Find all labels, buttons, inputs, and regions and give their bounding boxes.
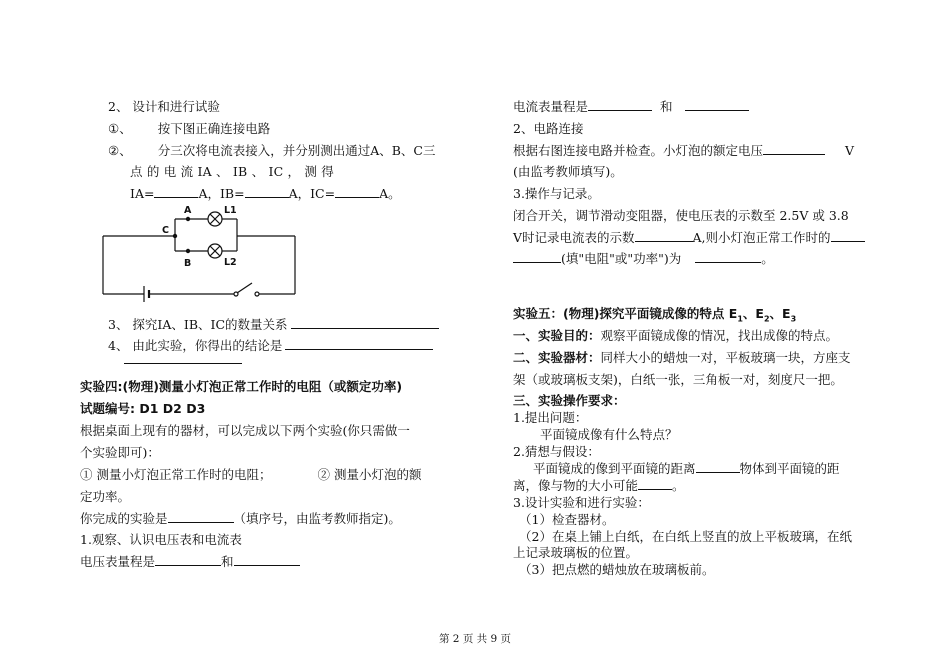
- experiment-4-code: 试题编号: D1 D2 D3: [80, 401, 206, 416]
- relation-blank[interactable]: [291, 317, 439, 329]
- label-l1: L1: [224, 205, 237, 216]
- current-reading-blank[interactable]: [635, 230, 693, 242]
- experiment-5-title-text: 实验五：(物理)探究平面镜成像的特点 E: [513, 306, 738, 321]
- purpose-label: 一、实验目的：: [513, 328, 601, 343]
- hypothesis-size-end: 。: [672, 478, 685, 493]
- quantity-blank-b[interactable]: [513, 251, 561, 263]
- voltmeter-range-label: 电压表量程是: [80, 554, 156, 569]
- point-b: [186, 249, 190, 253]
- experiment-purpose: [513, 328, 838, 344]
- operation-line-2: [513, 230, 865, 246]
- option-1: ① 测量小灯泡正常工作时的电阻；: [80, 467, 272, 482]
- ammeter-range-and: 和: [660, 99, 673, 114]
- experiment-choice-blank[interactable]: [168, 511, 234, 523]
- experiment-4-title: 实验四:(物理)测量小灯泡正常工作时的电阻（或额定功率): [80, 379, 403, 394]
- experiment-choice-hint: （填序号，由监考教师指定)。: [233, 511, 401, 526]
- operation-requirements-title: 三、实验操作要求：: [513, 393, 626, 408]
- conclusion-blank-2[interactable]: [124, 352, 242, 364]
- junction-c: [173, 234, 177, 238]
- rated-voltage-label: 根据右图连接电路并检查。小灯泡的额定电压: [513, 143, 764, 158]
- section-4-text: 4、 由此实验，你得出的结论是: [108, 338, 283, 353]
- voltmeter-range: [80, 554, 300, 570]
- experiment-5-title: [513, 306, 796, 328]
- question-title: 1.提出问题：: [513, 410, 588, 425]
- circuit-wiring-title: 2、电路连接: [513, 121, 584, 136]
- experiment-equipment: [513, 350, 851, 366]
- current-reading-label: V时记录电流表的示数: [513, 230, 635, 245]
- equipment-label: 二、实验器材：: [513, 350, 601, 365]
- step-2: [108, 143, 436, 159]
- ammeter-range: [513, 99, 749, 115]
- option-2-continuation: 定功率。: [80, 489, 131, 504]
- normal-work-label: A,则小灯泡正常工作时的: [692, 230, 831, 245]
- ic-label: A，IC=: [288, 186, 336, 201]
- equipment-text: 同样大小的蜡烛一对，平板玻璃一块，方座支: [600, 350, 851, 365]
- hypothesis-title: 2.猜想与假设：: [513, 444, 600, 459]
- step-1: [108, 121, 270, 137]
- hypothesis-distance-blank[interactable]: [696, 461, 740, 473]
- hypothesis-size-blank[interactable]: [638, 478, 672, 490]
- code-e3-prefix: 、E: [769, 306, 791, 321]
- ammeter-range-label: 电流表量程是: [513, 99, 589, 114]
- rated-voltage-unit: V: [845, 143, 855, 158]
- quantity-blank-a[interactable]: [831, 230, 865, 242]
- step-2-number: ②、: [108, 143, 132, 158]
- page-number: 第 2 页 共 9 页: [438, 633, 512, 645]
- hypothesis-distance-end: 物体到平面镜的距: [739, 461, 840, 476]
- label-a: A: [184, 205, 192, 216]
- operation-line-3: [513, 251, 774, 267]
- experiment-4-options: [80, 467, 421, 483]
- step-2-continuation: 点 的 电 流 IA 、 IB 、 IC ， 测 得: [130, 164, 334, 179]
- label-b: B: [184, 258, 192, 269]
- operation-line-1: 闭合开关，调节滑动变阻器，使电压表的示数至 2.5V 或 3.8: [513, 208, 849, 223]
- ib-blank[interactable]: [245, 186, 289, 198]
- code-e3-sub: 3: [790, 314, 797, 324]
- hypothesis-size-label: 离，像与物的大小可能: [513, 478, 639, 493]
- section-3-text: 3、 探究IA、IB、IC的数量关系: [108, 317, 288, 332]
- hypothesis-line-2: [513, 478, 685, 494]
- rated-voltage-blank[interactable]: [763, 143, 825, 155]
- hypothesis-line-1: [533, 461, 840, 477]
- step-1-text: 按下图正确连接电路: [157, 121, 271, 136]
- ia-label: IA=: [130, 186, 155, 201]
- measurement-end: A。: [379, 186, 401, 201]
- ic-blank[interactable]: [335, 186, 379, 198]
- option-2: ② 测量小灯泡的额: [317, 467, 422, 482]
- design-step-2: （2）在桌上铺上白纸，在白纸上竖直的放上平板玻璃，在纸: [519, 529, 852, 544]
- conclusion-blank-2-row: [124, 352, 242, 368]
- experiment-4-intro-1: 根据桌面上现有的器材，可以完成以下两个实验(你只需做一: [80, 423, 410, 438]
- conclusion-blank-1[interactable]: [285, 338, 433, 350]
- section-2-title: 2、 设计和进行试验: [108, 99, 220, 114]
- step-2-measurements: [130, 186, 401, 202]
- result-blank[interactable]: [695, 251, 761, 263]
- ib-label: A，IB=: [198, 186, 245, 201]
- experiment-choice-label: 你完成的实验是: [80, 511, 168, 526]
- step-2-text: 分三次将电流表接入，并分别测出通过A、B、C三: [157, 143, 436, 158]
- voltmeter-range-and: 和: [221, 554, 234, 569]
- result-end: 。: [761, 251, 774, 266]
- ammeter-range-blank-2[interactable]: [685, 99, 749, 111]
- circuit-wiring-note: (由监考教师填写)。: [513, 164, 623, 179]
- hypothesis-distance-label: 平面镜成的像到平面镜的距离: [533, 461, 696, 476]
- label-l2: L2: [224, 257, 237, 268]
- purpose-text: 观察平面镜成像的情况，找出成像的特点。: [600, 328, 839, 343]
- experiment-4-intro-2: 个实验即可)：: [80, 445, 160, 460]
- experiment-choice: [80, 511, 401, 527]
- code-e2-prefix: 、E: [742, 306, 764, 321]
- circuit-wiring-text: [513, 143, 854, 159]
- point-a: [186, 217, 190, 221]
- switch-contact-right: [255, 292, 259, 296]
- design-step-2-continuation: 上记录玻璃板的位置。: [513, 545, 639, 560]
- parallel-circuit-diagram: [100, 203, 300, 303]
- equipment-continuation: 架（或玻璃板支架)，白纸一张，三角板一对，刻度尺一把。: [513, 372, 843, 387]
- question-text: 平面镜成像有什么特点？: [540, 427, 678, 442]
- operation-title: 3.操作与记录。: [513, 186, 600, 201]
- design-title: 3.设计实验和进行实验：: [513, 495, 650, 510]
- ammeter-range-blank-1[interactable]: [588, 99, 652, 111]
- design-step-1: （1）检查器材。: [519, 512, 615, 527]
- ia-blank[interactable]: [154, 186, 198, 198]
- code-e2-sub: 2: [763, 314, 770, 324]
- quantity-hint: (填"电阻"或"功率")为: [561, 251, 682, 266]
- section-3: [108, 317, 439, 333]
- switch-lever: [237, 283, 252, 293]
- design-step-3: （3）把点燃的蜡烛放在玻璃板前。: [519, 562, 715, 577]
- voltmeter-range-blank-1[interactable]: [155, 554, 221, 566]
- voltmeter-range-blank-2[interactable]: [234, 554, 300, 566]
- code-e1-sub: 1: [737, 314, 743, 324]
- step-1-number: ①、: [108, 121, 132, 136]
- observe-meters-title: 1.观察、认识电压表和电流表: [80, 532, 242, 547]
- label-c: C: [162, 225, 169, 236]
